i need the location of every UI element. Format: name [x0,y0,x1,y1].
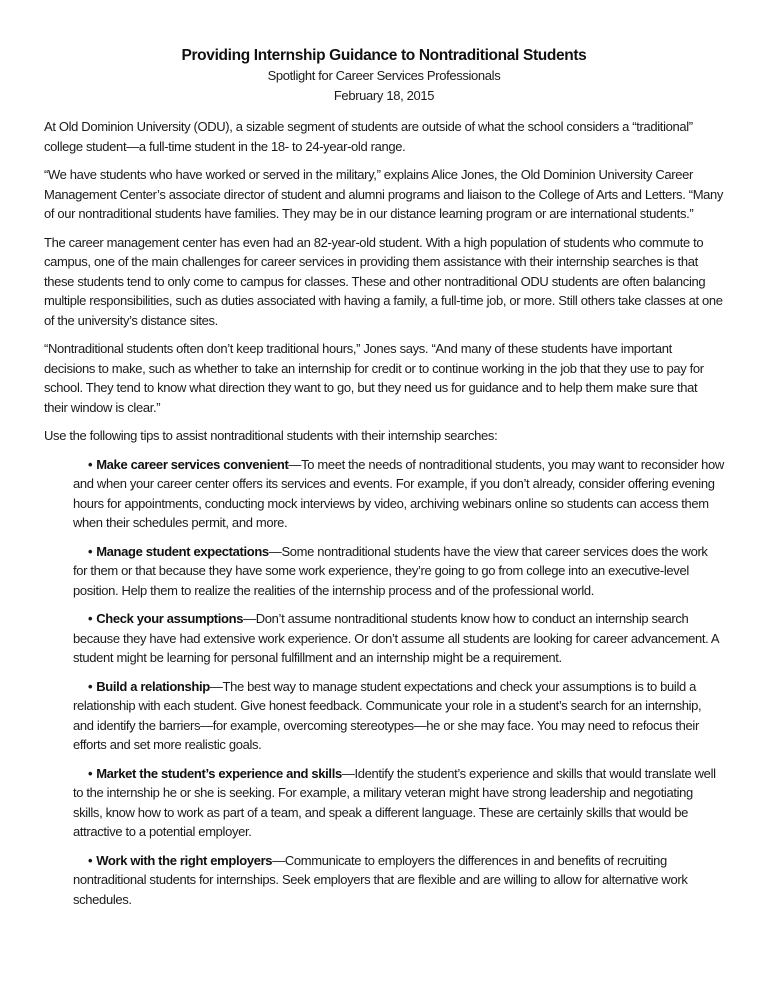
paragraph-quote-jones: “We have students who have worked or served in the military,” explains Alice Jones, the Old Dominion University Career Management Center’s associate director of student and alumni programs and liaison to the College of Arts and Letters. “Many of our nontraditional students have families. They may be in our distance learning program or are international students.” [44,167,724,221]
tip-lead: Check your assumptions [96,611,244,626]
page-title: Providing Internship Guidance to Nontraditional Students [181,47,587,64]
bullet-marker: • [88,678,93,694]
bullet-marker: • [88,765,93,781]
tip-item-expectations [73,542,724,601]
bullet-marker: • [88,852,93,868]
tips-intro: Use the following tips to assist nontraditional students with their internship searches: [44,428,498,443]
tip-text: —The best way to manage student expectations and check your assumptions is to build a relationship with each student. Give honest feedback. Communicate your role in a student’s search for an internship, and identify the barriers—for example, overcoming stereotypes—he or she may face. You may need to refocus their efforts and set more realistic goals. [73,678,702,752]
tips-list [44,455,724,910]
tip-text: —Identify the student’s experience and skills that would translate well to the internship he or she is seeking. For example, a military veteran might have strong leadership and negotiating skills, know how to work as part of a team, and speak a different language. These are certainly skills that would be attractive to a potential employer. [73,765,716,839]
tip-item-market-skills [73,764,724,842]
tip-text: —Don’t assume nontraditional students know how to conduct an internship search because they have had extensive work experience. Or don’t assume all students are looking for career advancement. A student might be learning for personal fulfillment and an internship might be a requirement. [73,611,719,665]
tip-item-right-employers [73,851,724,910]
tip-text: —Some nontraditional students have the view that career services does the work for them or that because they have some work experience, they’re going to go from college into an executive-level position. Help them to realize the realities of the internship process and of the professional world. [73,543,708,598]
tip-text: —Communicate to employers the differences in and benefits of recruiting nontraditional students for internships. Seek employers that are flexible and are willing to allow for alternative work schedules. [73,852,688,907]
page-date: February 18, 2015 [333,87,435,103]
bullet-marker: • [88,611,93,626]
tip-lead: Work with the right employers [96,852,273,868]
tip-item-convenient [73,455,724,533]
page-subtitle: Spotlight for Career Services Professionals [267,68,501,83]
paragraph-intro: At Old Dominion University (ODU), a sizable segment of students are outside of what the school considers a “traditional” college student—a full-time student in the 18- to 24-year-old range. [44,119,693,154]
tip-lead: Manage student expectations [96,543,269,559]
tip-item-relationship [73,677,724,755]
paragraph-career-center: The career management center has even had an 82-year-old student. With a high population of students who commute to campus, one of the main challenges for career services in providing them assistance with their internship searches is that these students tend to only come to campus for classes. These and other nontraditional ODU students are often balancing multiple responsibilities, such as duties associated with having a family, a full-time job, or more. Still others take classes at one of the university’s distance sites. [44,234,723,328]
bullet-marker: • [88,456,93,472]
tip-lead: Market the student’s experience and skills [96,765,342,781]
tip-lead: Build a relationship [96,678,210,694]
paragraph-quote-hours: “Nontraditional students often don’t keep traditional hours,” Jones says. “And many of these students have important decisions to make, such as whether to take an internship for credit or to continue working in the job that they use to pay for school. They tend to know what direction they want to go, but they need us for guidance and to help them make sure that their window is clear.” [44,341,704,415]
tip-item-assumptions [73,609,724,668]
bullet-marker: • [88,543,93,559]
tip-lead: Make career services convenient [96,456,289,472]
tip-text: —To meet the needs of nontraditional students, you may want to reconsider how and when your career center offers its services and events. For example, if you don’t already, consider offering evening hours for appointments, conducting mock interviews by video, archiving webinars online so students can access them when their schedules permit, and more. [73,456,724,530]
